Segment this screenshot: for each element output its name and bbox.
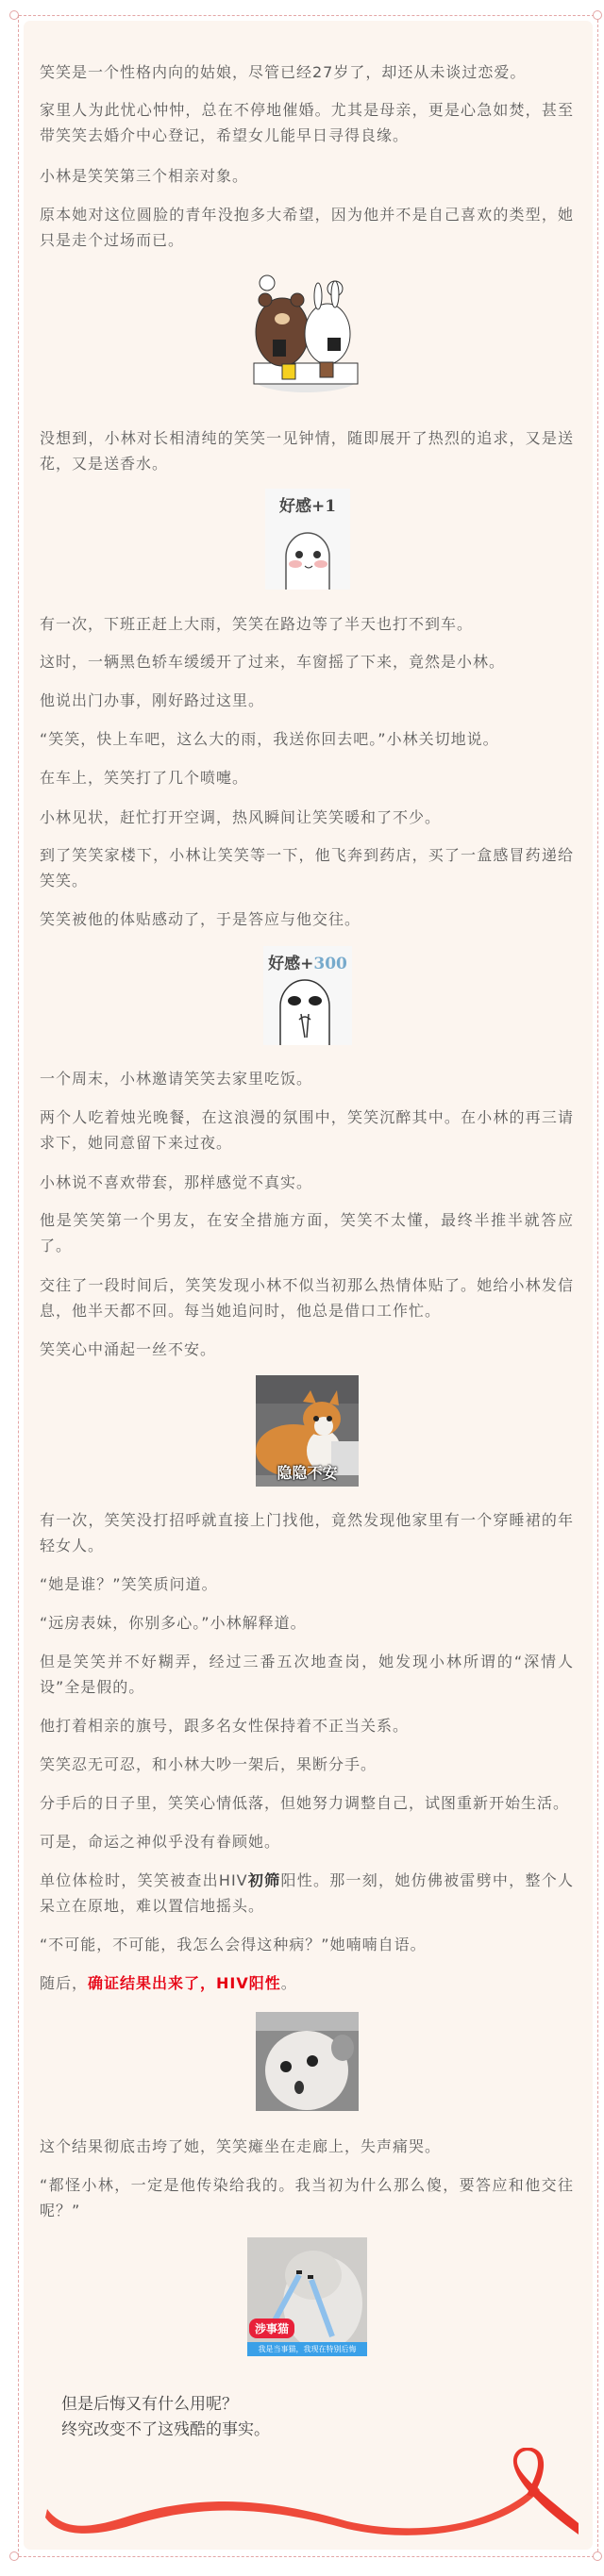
paragraph: 可是，命运之神似乎没有眷顾她。 (40, 1833, 281, 1851)
crying-cat-image (247, 2237, 367, 2356)
paragraph: 一个周末，小林邀请笑笑去家里吃饭。 (40, 1070, 313, 1088)
paragraph-screening (40, 1868, 574, 1919)
paragraph: 有一次，下班正赶上大雨，笑笑在路边等了半天也打不到车。 (40, 615, 474, 633)
paragraph: 小林是笑笑第三个相亲对象。 (40, 167, 249, 185)
corner-ring-icon (9, 2551, 19, 2561)
paragraph: 两个人吃着烛光晚餐，在这浪漫的氛围中，笑笑沉醉其中。在小林的再三请求下，她同意留下来过夜。 (40, 1108, 574, 1152)
bold-text: 初筛 (247, 1871, 281, 1889)
meme-caption: 好感+1 (278, 497, 337, 516)
favor-plus-one-meme-image (265, 489, 350, 590)
red-ribbon-icon (45, 2448, 581, 2537)
image-tag: 涉事猫 (249, 2318, 294, 2338)
paragraph: 笑笑心中涌起一丝不安。 (40, 1340, 217, 1358)
paragraph: 他打着相亲的旗号，跟多名女性保持着不正当关系。 (40, 1717, 410, 1735)
paragraph: “都怪小林，一定是他传染给我的。我当初为什么那么傻，要答应和他交往呢？” (40, 2176, 574, 2219)
uneasy-cat-image (256, 1375, 359, 1487)
top-dashed-border (14, 15, 599, 16)
paragraph: “她是谁？”笑笑质问道。 (40, 1575, 218, 1593)
meme-caption: 好感+ (268, 955, 314, 973)
image-caption: 隐隐不安 (277, 1464, 338, 1482)
paragraph: “不可能，不可能，我怎么会得这种病？”她喃喃自语。 (40, 1936, 427, 1953)
paragraph: 他是笑笑第一个男友，在安全措施方面，笑笑不太懂，最终半推半就答应了。 (40, 1211, 574, 1255)
paragraph: 他说出门办事，刚好路过这里。 (40, 691, 265, 709)
paragraph: 分手后的日子里，笑笑心情低落，但她努力调整自己，试图重新开始生活。 (40, 1794, 570, 1812)
paragraph: 小林见状，赶忙打开空调，热风瞬间让笑笑暖和了不少。 (40, 808, 442, 826)
paragraph: 没想到，小林对长相清纯的笑笑一见钟情，随即展开了热烈的追求，又是送花，又是送香水。 (40, 429, 574, 473)
text: 随后， (40, 1974, 89, 1992)
paragraph-confirm (40, 1970, 574, 1996)
paragraph: 这时，一辆黑色轿车缓缓开了过来，车窗摇了下来，竟然是小林。 (40, 653, 506, 671)
paragraph: 原本她对这位圆脸的青年没抱多大希望，因为他并不是自己喜欢的类型，她只是走个过场而已。 (40, 206, 574, 249)
bottom-dashed-border (14, 2556, 599, 2557)
text: 。 (280, 1974, 297, 1992)
paragraph: 笑笑被他的体贴感动了，于是答应与他交往。 (40, 910, 361, 928)
closing-line: 终究改变不了这残酷的事实。 (61, 2420, 270, 2439)
meme-caption-number: 300 (313, 955, 347, 973)
paragraph: 有一次，笑笑没打招呼就直接上门找他，竟然发现他家里有一个穿睡裙的年轻女人。 (40, 1511, 574, 1554)
corner-ring-icon (593, 2551, 602, 2561)
paragraph: 小林说不喜欢带套，那样感觉不真实。 (40, 1173, 313, 1191)
paragraph: 笑笑是一个性格内向的姑娘，尽管已经27岁了，却还从未谈过恋爱。 (40, 63, 527, 81)
corner-ring-icon (9, 10, 19, 20)
bear-bunny-sticker-image (246, 274, 365, 396)
closing-line: 但是后悔又有什么用呢？ (61, 2395, 238, 2414)
right-dashed-border (597, 15, 598, 2556)
favor-plus-300-meme-image (263, 946, 352, 1045)
closing-text (61, 2392, 270, 2443)
paragraph: “远房表妹，你别多心。”小林解释道。 (40, 1614, 307, 1632)
text: 单位体检时，笑笑被查出HIV (40, 1871, 248, 1889)
shocked-kitten-image (256, 2012, 359, 2111)
left-dashed-border (18, 15, 19, 2556)
paragraph: 交往了一段时间后，笑笑发现小林不似当初那么热情体贴了。她给小林发信息，他半天都不回。每当她追问时，他总是借口工作忙。 (40, 1276, 574, 1320)
highlight-text: 确证结果出来了，HIV阳性 (88, 1974, 281, 1992)
paragraph: 到了笑笑家楼下，小林让笑笑等一下，他飞奔到药店，买了一盒感冒药递给笑笑。 (40, 846, 574, 889)
text: 阳性。那一刻，她仿佛被雷劈中，整个人呆立在原地，难以置信地摇头。 (40, 1871, 574, 1915)
corner-ring-icon (593, 10, 602, 20)
image-caption: 我是当事猫，我现在特别后悔 (247, 2342, 367, 2356)
paragraph: 这个结果彻底击垮了她，笑笑瘫坐在走廊上，失声痛哭。 (40, 2137, 442, 2155)
paragraph: 在车上，笑笑打了几个喷嚏。 (40, 769, 249, 787)
paragraph: 家里人为此忧心忡忡，总在不停地催婚。尤其是母亲，更是心急如焚，甚至带笑笑去婚介中心登记，希望女儿能早日寻得良缘。 (40, 101, 574, 144)
paragraph: 笑笑忍无可忍，和小林大吵一架后，果断分手。 (40, 1755, 378, 1773)
paragraph: 但是笑笑并不好糊弄，经过三番五次地查岗，她发现小林所谓的“深情人设”全是假的。 (40, 1653, 574, 1696)
paragraph: “笑笑，快上车吧，这么大的雨，我送你回去吧。”小林关切地说。 (40, 730, 499, 748)
